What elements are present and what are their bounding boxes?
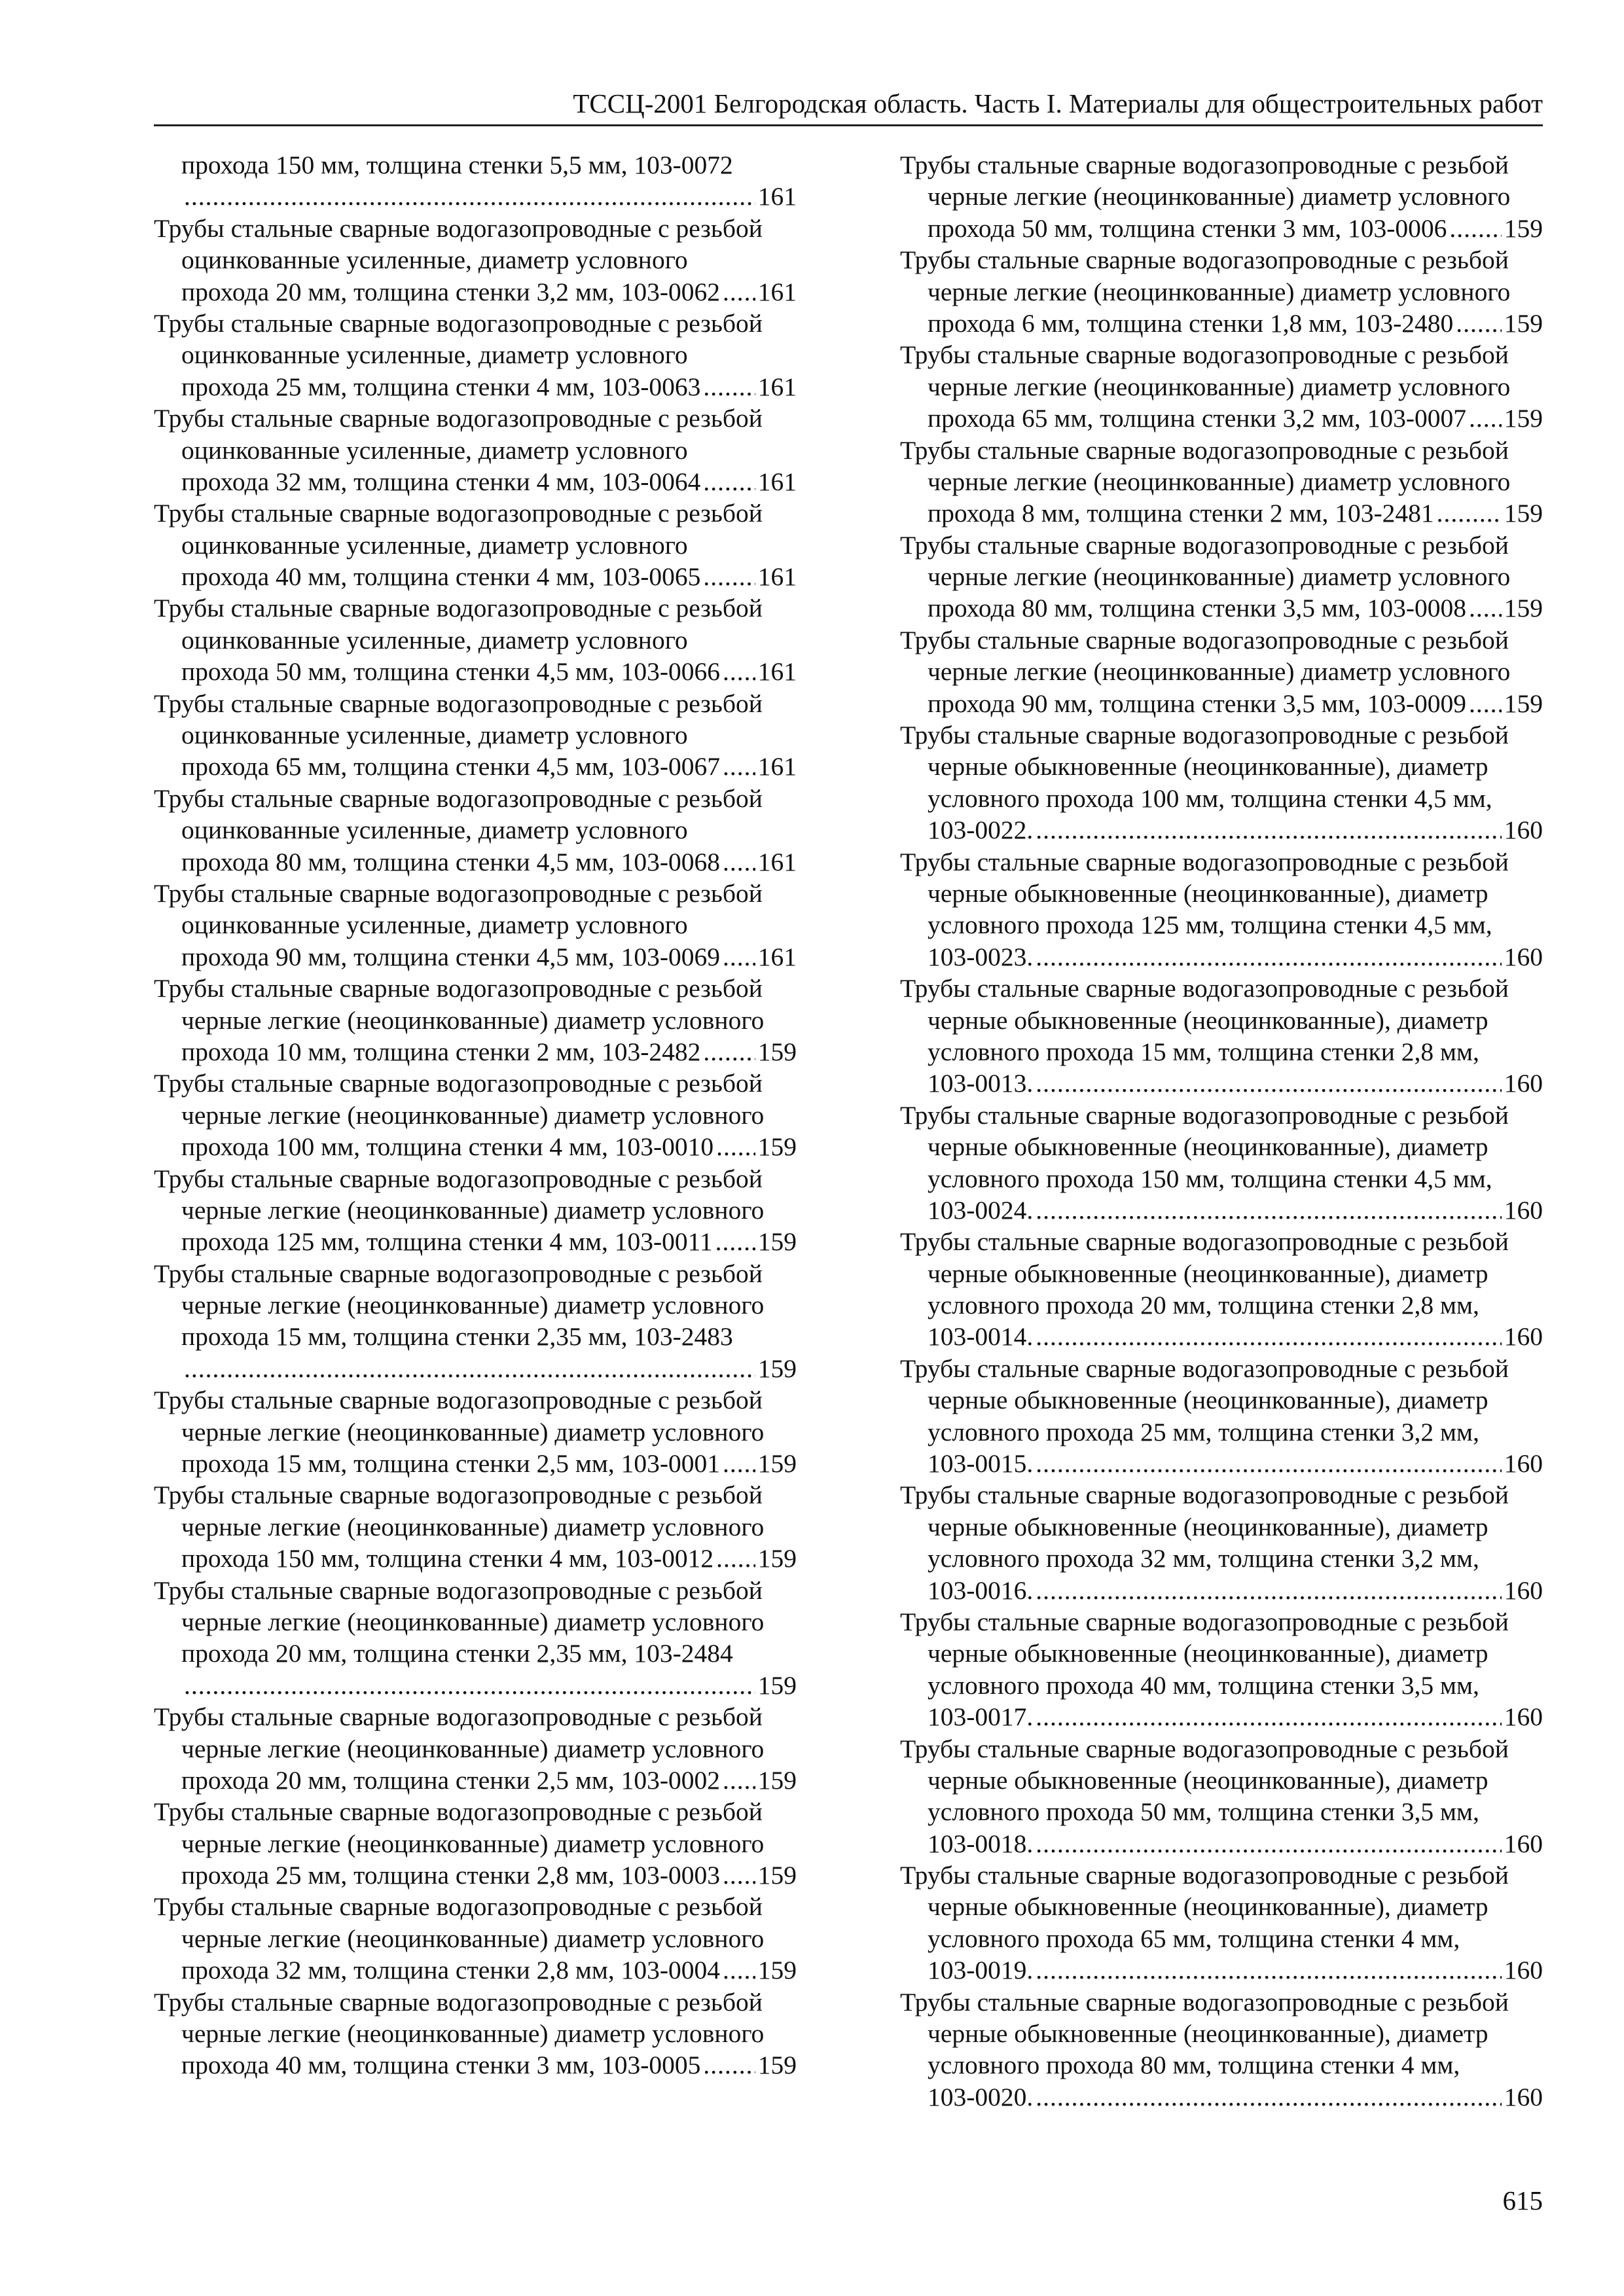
entry-text-line: Трубы стальные сварные водогазопроводные с резьбой [900, 974, 1509, 1003]
dot-leader [723, 751, 755, 782]
entry-text-line: Трубы стальные сварные водогазопроводные с резьбой [154, 689, 763, 718]
index-entry [900, 1859, 1543, 1986]
entry-leader-line [900, 688, 1543, 719]
entry-text-line: черные обыкновенные (неоцинкованные), диаметр [928, 1639, 1489, 1668]
entry-leader-line [154, 1131, 797, 1162]
entry-page-ref: 159 [1504, 404, 1543, 433]
entry-leader-line [154, 1226, 797, 1257]
index-entry [900, 973, 1543, 1100]
entry-leader-line [900, 213, 1543, 244]
index-entry [900, 1986, 1543, 2113]
entry-leader-line [900, 592, 1543, 624]
entry-text-line: Трубы стальные сварные водогазопроводные с резьбой [900, 151, 1509, 179]
entry-page-ref: 161 [757, 182, 797, 211]
entry-page-ref: 159 [757, 1227, 797, 1257]
entry-leader-line [154, 751, 797, 782]
entry-leader-line [900, 1701, 1543, 1732]
entry-text-line: черные легкие (неоцинкованные) диаметр условного [928, 562, 1511, 592]
entry-text-tail: прохода 40 мм, толщина стенки 4 мм, 103-0065 [181, 562, 701, 592]
dot-leader [1036, 941, 1501, 973]
entry-leader-line [900, 1954, 1543, 1986]
entry-text-tail: 103-0020. [928, 2082, 1034, 2111]
entry-text-line: условного прохода 100 мм, толщина стенки 4,5 мм, [928, 783, 1492, 813]
dot-leader [723, 656, 755, 687]
dot-leader [703, 371, 755, 403]
dot-leader [715, 1226, 755, 1257]
index-entry [900, 624, 1543, 719]
entry-text-tail: 103-0019. [928, 1956, 1034, 1985]
entry-text-line: Трубы стальные сварные водогазопроводные с резьбой [154, 404, 763, 433]
entry-page-ref: 161 [757, 657, 797, 687]
entry-page-ref: 159 [757, 1354, 797, 1383]
dot-leader [1437, 497, 1502, 529]
entry-leader-line [900, 814, 1543, 846]
entry-text-tail: 103-0024. [928, 1195, 1034, 1225]
entry-text-line: Трубы стальные сварные водогазопроводные с резьбой [900, 1607, 1509, 1636]
dot-leader [723, 941, 755, 973]
entry-text-tail: прохода 40 мм, толщина стенки 3 мм, 103-0005 [181, 2051, 701, 2080]
entry-page-ref: 159 [757, 1544, 797, 1573]
entry-text-line: черные обыкновенные (неоцинкованные), диаметр [928, 1132, 1489, 1162]
index-entry [900, 1606, 1543, 1733]
index-entry [900, 1733, 1543, 1860]
dot-leader [1469, 688, 1502, 719]
entry-text-tail: прохода 10 мм, толщина стенки 2 мм, 103-2482 [181, 1037, 701, 1066]
entry-text-line: Трубы стальные сварные водогазопроводные с резьбой [154, 1987, 763, 2017]
dot-leader [1036, 1828, 1501, 1859]
entry-text-line: Трубы стальные сварные водогазопроводные с резьбой [900, 1861, 1509, 1890]
entry-page-ref: 159 [1504, 689, 1543, 718]
entry-text-line: условного прохода 65 мм, толщина стенки 4 мм, [928, 1924, 1460, 1953]
entry-text-tail: прохода 25 мм, толщина стенки 4 мм, 103-0063 [181, 372, 701, 401]
entry-text-line: Трубы стальные сварные водогазопроводные с резьбой [900, 847, 1509, 876]
entry-page-ref: 159 [757, 1670, 797, 1700]
entry-leader-line [900, 1067, 1543, 1099]
entry-page-ref: 161 [757, 467, 797, 496]
index-entry [154, 1163, 797, 1258]
entry-text-tail: 103-0013. [928, 1069, 1034, 1098]
entry-leader-line [900, 1321, 1543, 1352]
entry-text-line: Трубы стальные сварные водогазопроводные с резьбой [900, 1227, 1509, 1257]
index-entry [154, 973, 797, 1067]
index-entry [154, 213, 797, 308]
entry-page-ref: 161 [757, 942, 797, 971]
entry-page-ref: 160 [1504, 1069, 1543, 1098]
entry-text-tail: прохода 65 мм, толщина стенки 3,2 мм, 103-0007 [928, 404, 1466, 433]
index-entry [154, 1384, 797, 1479]
entry-text-line: Трубы стальные сварные водогазопроводные с резьбой [154, 1892, 763, 1922]
entry-leader-line [900, 497, 1543, 529]
entry-text-tail: прохода 100 мм, толщина стенки 4 мм, 103-0010 [181, 1132, 714, 1162]
index-entry [154, 592, 797, 687]
entry-leader-line [154, 1765, 797, 1796]
entry-leader-line [154, 1448, 797, 1479]
entry-text-tail: прохода 15 мм, толщина стенки 2,5 мм, 103-0001 [181, 1449, 720, 1478]
dot-leader [1469, 592, 1502, 624]
entry-text-line: Трубы стальные сварные водогазопроводные с резьбой [154, 213, 763, 243]
dot-leader [184, 1353, 755, 1384]
entry-text-line: Трубы стальные сварные водогазопроводные с резьбой [900, 721, 1509, 750]
dot-leader [723, 1954, 755, 1986]
entry-text-line: Трубы стальные сварные водогазопроводные с резьбой [154, 1575, 763, 1605]
index-entry [900, 1479, 1543, 1606]
entry-page-ref: 160 [1504, 1449, 1543, 1478]
entry-page-ref: 159 [1504, 213, 1543, 243]
entry-text-line: черные легкие (неоцинкованные) диаметр условного [181, 1924, 765, 1953]
entry-text-line: оцинкованные усиленные, диаметр условного [181, 625, 688, 655]
entry-text-line: черные обыкновенные (неоцинкованные), диаметр [928, 1386, 1489, 1415]
entry-text-line: Трубы стальные сварные водогазопроводные с резьбой [154, 594, 763, 623]
entry-text-tail: 103-0022. [928, 816, 1034, 845]
entry-page-ref: 159 [757, 1037, 797, 1066]
entry-text-line: черные легкие (неоцинкованные) диаметр условного [928, 277, 1511, 306]
dot-leader [716, 1131, 755, 1162]
index-entry [154, 149, 797, 213]
entry-text-line: Трубы стальные сварные водогазопроводные с резьбой [900, 625, 1509, 655]
dot-leader [1456, 308, 1502, 339]
entry-text-line: условного прохода 15 мм, толщина стенки 2,8 мм, [928, 1037, 1479, 1066]
entry-text-line: Трубы стальные сварные водогазопроводные с резьбой [154, 783, 763, 813]
entry-text-line: оцинкованные усиленные, диаметр условного [181, 816, 688, 845]
dot-leader [1036, 1448, 1501, 1479]
entry-leader-line [900, 403, 1543, 434]
index-entry [154, 1891, 797, 1986]
entry-text-line: Трубы стальные сварные водогазопроводные с резьбой [154, 1702, 763, 1732]
dot-leader [716, 1543, 755, 1574]
index-entry [154, 1479, 797, 1574]
entry-leader-line [154, 1859, 797, 1891]
entry-page-ref: 159 [757, 1449, 797, 1478]
entry-text-line: условного прохода 80 мм, толщина стенки 4 мм, [928, 2051, 1460, 2080]
entry-text-tail: 103-0014. [928, 1322, 1034, 1352]
dot-leader [1036, 1067, 1501, 1099]
entry-text-tail: 103-0015. [928, 1449, 1034, 1478]
index-entry [900, 1226, 1543, 1353]
dot-leader [1036, 1954, 1501, 1986]
dot-leader [1469, 403, 1502, 434]
entry-text-line: черные легкие (неоцинкованные) диаметр условного [928, 182, 1511, 211]
entry-text-tail: прохода 32 мм, толщина стенки 4 мм, 103-0064 [181, 467, 701, 496]
entry-text-line: Трубы стальные сварные водогазопроводные с резьбой [900, 245, 1509, 275]
entry-text-line: Трубы стальные сварные водогазопроводные с резьбой [154, 1259, 763, 1288]
entry-text-line: черные легкие (неоцинкованные) диаметр условного [181, 2019, 765, 2049]
dot-leader [723, 846, 755, 878]
entry-page-ref: 160 [1504, 1575, 1543, 1605]
entry-page-ref: 161 [757, 847, 797, 876]
dot-leader [184, 181, 755, 212]
entry-text-line: условного прохода 125 мм, толщина стенки 4,5 мм, [928, 910, 1492, 940]
entry-leader-line [154, 941, 797, 973]
dot-leader [1036, 1321, 1501, 1352]
dot-leader [703, 466, 755, 497]
entry-text-tail: прохода 90 мм, толщина стенки 3,5 мм, 103-0009 [928, 689, 1466, 718]
index-entry [900, 719, 1543, 846]
page-header [154, 82, 1543, 126]
entry-text-line: условного прохода 25 мм, толщина стенки 3,2 мм, [928, 1417, 1479, 1446]
entry-text-line: условного прохода 32 мм, толщина стенки 3,2 мм, [928, 1544, 1479, 1573]
entry-text-tail: 103-0017. [928, 1702, 1034, 1732]
entry-text-tail: 103-0023. [928, 942, 1034, 971]
entry-text-tail: прохода 65 мм, толщина стенки 4,5 мм, 103-0067 [181, 752, 720, 781]
entry-text-line: Трубы стальные сварные водогазопроводные с резьбой [900, 530, 1509, 560]
entry-text-line: прохода 20 мм, толщина стенки 2,35 мм, 103-2484 [181, 1639, 733, 1668]
entry-text-line: Трубы стальные сварные водогазопроводные с резьбой [154, 1164, 763, 1193]
entry-page-ref: 160 [1504, 816, 1543, 845]
index-entry [154, 1258, 797, 1385]
entry-page-ref: 159 [757, 1956, 797, 1985]
index-entry [900, 1353, 1543, 1480]
entry-text-line: Трубы стальные сварные водогазопроводные с резьбой [154, 878, 763, 908]
entry-text-line: Трубы стальные сварные водогазопроводные с резьбой [154, 974, 763, 1003]
entry-page-ref: 161 [757, 372, 797, 401]
entry-text-line: оцинкованные усиленные, диаметр условного [181, 910, 688, 940]
entry-text-line: черные обыкновенные (неоцинкованные), диаметр [928, 1005, 1489, 1035]
entry-leader-line [154, 846, 797, 878]
entry-text-line: черные легкие (неоцинкованные) диаметр условного [181, 1291, 765, 1320]
entry-page-ref: 161 [757, 562, 797, 592]
entry-text-line: Трубы стальные сварные водогазопроводные с резьбой [154, 1797, 763, 1827]
entry-text-line: Трубы стальные сварные водогазопроводные с резьбой [900, 340, 1509, 370]
entry-text-line: оцинкованные усиленные, диаметр условного [181, 721, 688, 750]
dot-leader [1036, 1701, 1501, 1732]
entry-leader-line [154, 1036, 797, 1067]
entry-text-tail: прохода 8 мм, толщина стенки 2 мм, 103-2481 [928, 499, 1434, 528]
entry-text-tail: прохода 150 мм, толщина стенки 4 мм, 103-0012 [181, 1544, 714, 1573]
entry-text-line: условного прохода 150 мм, толщина стенки 4,5 мм, [928, 1164, 1492, 1193]
entry-text-line: оцинкованные усиленные, диаметр условного [181, 435, 688, 465]
entry-page-ref: 159 [1504, 499, 1543, 528]
entry-page-ref: 160 [1504, 1322, 1543, 1352]
entry-page-ref: 159 [757, 1132, 797, 1162]
entry-text-line: Трубы стальные сварные водогазопроводные с резьбой [900, 435, 1509, 465]
index-entry [154, 688, 797, 783]
entry-text-line: черные легкие (неоцинкованные) диаметр условного [928, 657, 1511, 687]
entry-text-tail: прохода 6 мм, толщина стенки 1,8 мм, 103-2480 [928, 308, 1454, 338]
entry-page-ref: 161 [757, 752, 797, 781]
index-entry [154, 1067, 797, 1162]
entry-text-line: условного прохода 40 мм, толщина стенки 3,5 мм, [928, 1670, 1479, 1700]
entry-text-tail: прохода 50 мм, толщина стенки 3 мм, 103-0006 [928, 213, 1447, 243]
dot-leader [184, 1670, 755, 1701]
entry-leader-line [154, 371, 797, 403]
entry-text-line: черные легкие (неоцинкованные) диаметр условного [181, 1100, 765, 1130]
entry-text-line: прохода 15 мм, толщина стенки 2,35 мм, 103-2483 [181, 1322, 733, 1352]
entry-leader-line [900, 2081, 1543, 2113]
dot-leader [723, 1448, 755, 1479]
index-entry [154, 1575, 797, 1702]
entry-text-line: Трубы стальные сварные водогазопроводные с резьбой [154, 1386, 763, 1415]
entry-text-line: Трубы стальные сварные водогазопроводные с резьбой [900, 1987, 1509, 2017]
index-column-left [154, 149, 797, 2081]
entry-text-line: оцинкованные усиленные, диаметр условного [181, 530, 688, 560]
entry-text-line: черные обыкновенные (неоцинкованные), диаметр [928, 1765, 1489, 1795]
dot-leader [703, 2049, 755, 2081]
entry-text-line: черные обыкновенные (неоцинкованные), диаметр [928, 1259, 1489, 1288]
entry-leader-line [900, 1828, 1543, 1859]
index-entry [154, 497, 797, 592]
entry-leader-line [154, 1353, 797, 1384]
entry-text-line: Трубы стальные сварные водогазопроводные с резьбой [900, 1734, 1509, 1763]
entry-leader-line [154, 276, 797, 308]
entry-page-ref: 160 [1504, 1195, 1543, 1225]
entry-text-line: оцинкованные усиленные, диаметр условного [181, 340, 688, 370]
index-entry [900, 339, 1543, 434]
index-entry [900, 846, 1543, 973]
entry-page-ref: 160 [1504, 942, 1543, 971]
dot-leader [1036, 1194, 1501, 1226]
entry-leader-line [900, 941, 1543, 973]
index-column-right [900, 149, 1543, 2113]
entry-text-tail: 103-0018. [928, 1829, 1034, 1858]
entry-text-line: Трубы стальные сварные водогазопроводные с резьбой [900, 1354, 1509, 1383]
dot-leader [1449, 213, 1501, 244]
entry-text-line: черные обыкновенные (неоцинкованные), диаметр [928, 752, 1489, 781]
entry-text-line: черные обыкновенные (неоцинкованные), диаметр [928, 1512, 1489, 1541]
entry-text-tail: прохода 32 мм, толщина стенки 2,8 мм, 103-0004 [181, 1956, 720, 1985]
entry-text-line: черные легкие (неоцинкованные) диаметр условного [181, 1005, 765, 1035]
entry-leader-line [900, 1448, 1543, 1479]
entry-text-line: черные легкие (неоцинкованные) диаметр условного [928, 467, 1511, 496]
index-entry [154, 783, 797, 878]
entry-text-tail: прохода 20 мм, толщина стенки 3,2 мм, 103-0062 [181, 277, 720, 306]
entry-text-line: Трубы стальные сварные водогазопроводные с резьбой [154, 499, 763, 528]
entry-text-line: черные легкие (неоцинкованные) диаметр условного [181, 1417, 765, 1446]
dot-leader [1036, 814, 1501, 846]
entry-leader-line [900, 1194, 1543, 1226]
page-number: 615 [1502, 2185, 1543, 2215]
entry-page-ref: 159 [757, 1765, 797, 1795]
entry-page-ref: 160 [1504, 1702, 1543, 1732]
entry-leader-line [154, 1954, 797, 1986]
entry-text-tail: прохода 90 мм, толщина стенки 4,5 мм, 103-0069 [181, 942, 720, 971]
entry-text-line: черные легкие (неоцинкованные) диаметр условного [181, 1829, 765, 1858]
entry-text-line: Трубы стальные сварные водогазопроводные с резьбой [154, 308, 763, 338]
entry-leader-line [154, 1670, 797, 1701]
entry-text-line: черные легкие (неоцинкованные) диаметр условного [181, 1734, 765, 1763]
index-entry [900, 529, 1543, 624]
index-entry [154, 308, 797, 403]
entry-leader-line [900, 308, 1543, 339]
entry-text-tail: прохода 20 мм, толщина стенки 2,5 мм, 103-0002 [181, 1765, 720, 1795]
entry-page-ref: 160 [1504, 1956, 1543, 1985]
entry-text-line: Трубы стальные сварные водогазопроводные с резьбой [154, 1480, 763, 1510]
index-entry [900, 1100, 1543, 1227]
index-entry [900, 435, 1543, 529]
dot-leader [723, 1859, 755, 1891]
header-title: ТССЦ-2001 Белгородская область. Часть I. Материалы для общестроительных работ [573, 88, 1543, 118]
entry-text-line: черные легкие (неоцинкованные) диаметр условного [181, 1607, 765, 1636]
entry-leader-line [900, 1575, 1543, 1606]
entry-text-line: черные обыкновенные (неоцинкованные), диаметр [928, 1892, 1489, 1922]
entry-text-line: черные легкие (неоцинкованные) диаметр условного [181, 1195, 765, 1225]
dot-leader [1036, 2081, 1501, 2113]
entry-text-tail: прохода 80 мм, толщина стенки 4,5 мм, 103-0068 [181, 847, 720, 876]
entry-text-line: Трубы стальные сварные водогазопроводные с резьбой [154, 1069, 763, 1098]
entry-text-line: черные обыкновенные (неоцинкованные), диаметр [928, 2019, 1489, 2049]
entry-page-ref: 160 [1504, 2082, 1543, 2111]
entry-text-tail: 103-0016. [928, 1575, 1034, 1605]
entry-page-ref: 159 [757, 2051, 797, 2080]
index-entry [154, 878, 797, 973]
entry-text-line: условного прохода 50 мм, толщина стенки 3,5 мм, [928, 1797, 1479, 1827]
entry-page-ref: 160 [1504, 1829, 1543, 1858]
dot-leader [1036, 1575, 1501, 1606]
index-entry [900, 244, 1543, 339]
entry-text-tail: прохода 25 мм, толщина стенки 2,8 мм, 103-0003 [181, 1861, 720, 1890]
entry-text-line: черные обыкновенные (неоцинкованные), диаметр [928, 878, 1489, 908]
entry-leader-line [154, 1543, 797, 1574]
entry-text-tail: прохода 80 мм, толщина стенки 3,5 мм, 103-0008 [928, 594, 1466, 623]
entry-leader-line [154, 181, 797, 212]
dot-leader [703, 561, 755, 592]
entry-text-line: черные легкие (неоцинкованные) диаметр условного [181, 1512, 765, 1541]
index-entry [154, 1701, 797, 1796]
entry-text-line: оцинкованные усиленные, диаметр условного [181, 245, 688, 275]
dot-leader [723, 276, 755, 308]
entry-text-line: условного прохода 20 мм, толщина стенки 2,8 мм, [928, 1291, 1479, 1320]
entry-text-tail: прохода 50 мм, толщина стенки 4,5 мм, 103-0066 [181, 657, 720, 687]
entry-text-line: Трубы стальные сварные водогазопроводные с резьбой [900, 1100, 1509, 1130]
index-entry [154, 1986, 797, 2081]
entry-leader-line [154, 656, 797, 687]
entry-page-ref: 159 [1504, 594, 1543, 623]
index-entry [900, 149, 1543, 244]
dot-leader [703, 1036, 755, 1067]
entry-text-line: прохода 150 мм, толщина стенки 5,5 мм, 103-0072 [181, 151, 733, 179]
entry-text-tail: прохода 125 мм, толщина стенки 4 мм, 103-0011 [181, 1227, 713, 1257]
entry-leader-line [154, 561, 797, 592]
entry-page-ref: 159 [757, 1861, 797, 1890]
entry-text-line: Трубы стальные сварные водогазопроводные с резьбой [900, 1480, 1509, 1510]
entry-page-ref: 159 [1504, 308, 1543, 338]
entry-text-line: черные легкие (неоцинкованные) диаметр условного [928, 372, 1511, 401]
entry-leader-line [154, 2049, 797, 2081]
entry-page-ref: 161 [757, 277, 797, 306]
entry-leader-line [154, 466, 797, 497]
dot-leader [723, 1765, 755, 1796]
index-entry [154, 403, 797, 497]
index-entry [154, 1796, 797, 1891]
